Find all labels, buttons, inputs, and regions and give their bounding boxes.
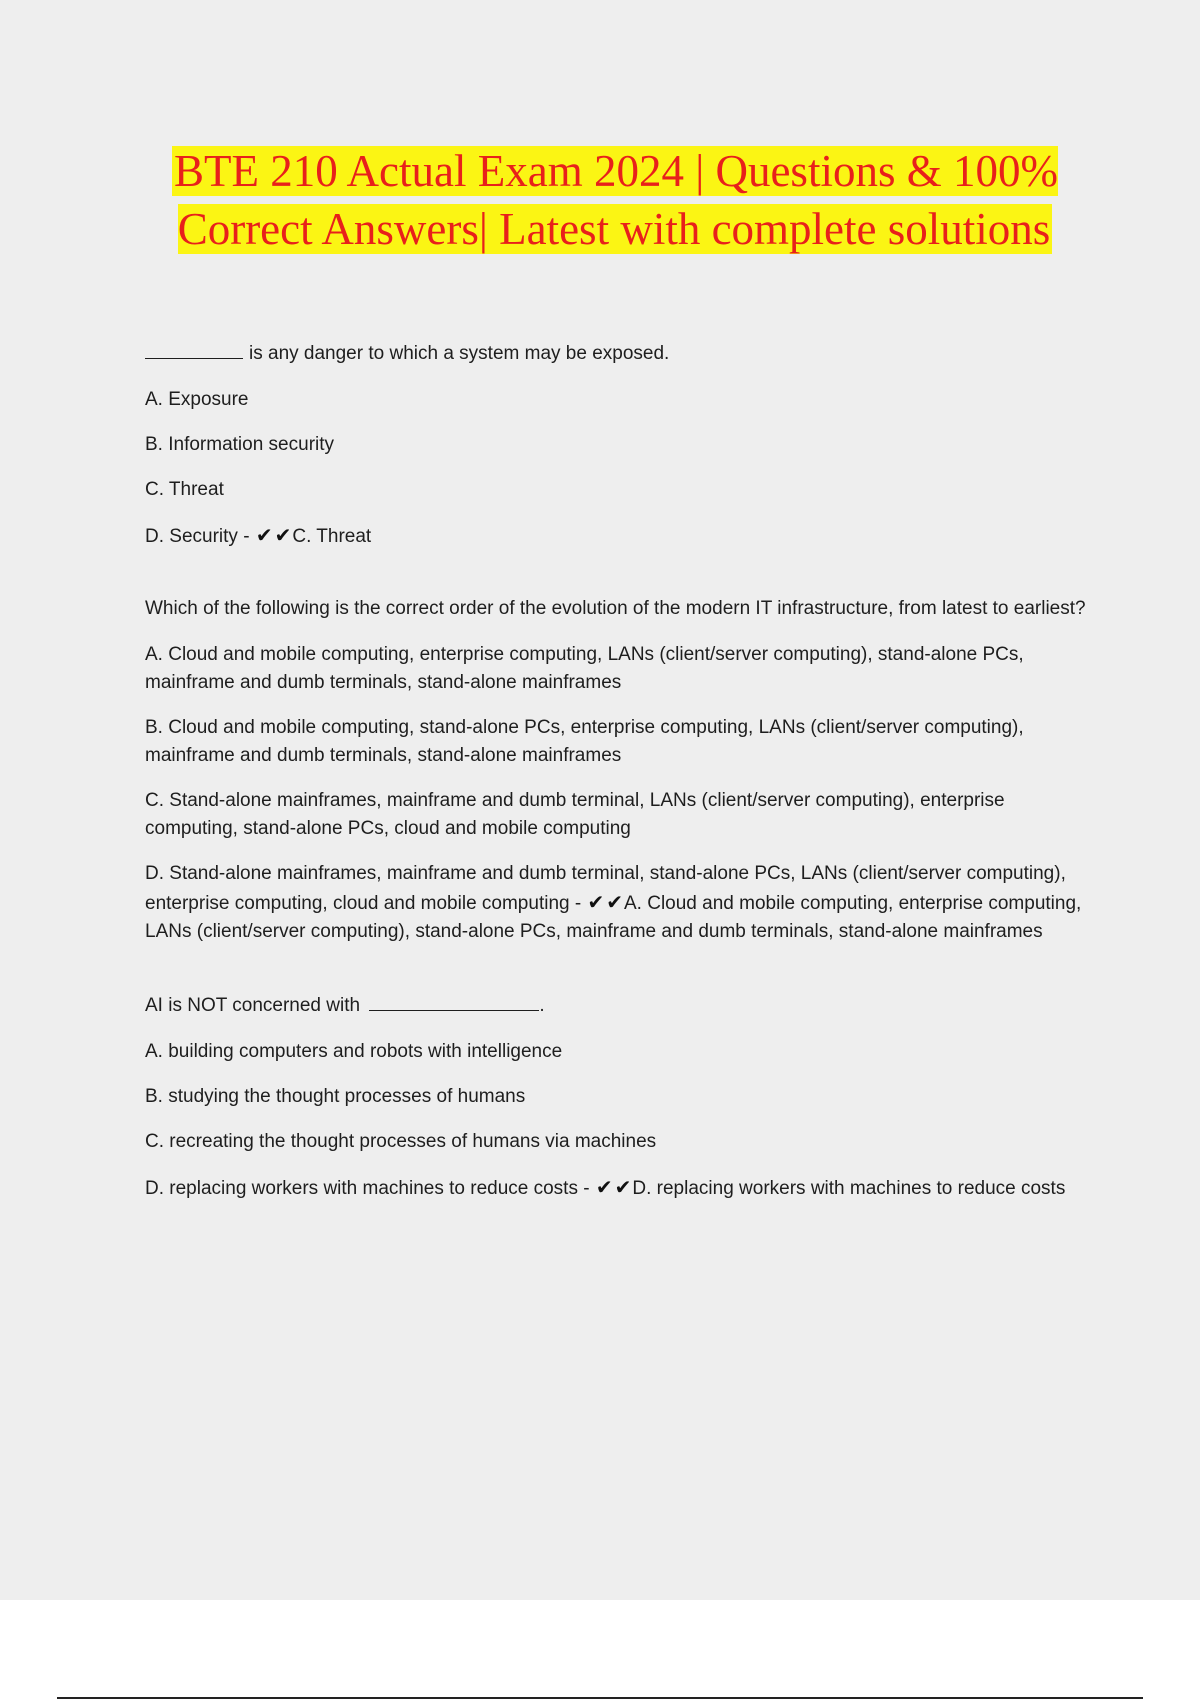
question-3-option-b: B. studying the thought processes of humans (145, 1086, 526, 1107)
question-2-option-b: B. Cloud and mobile computing, stand-alone PCs, enterprise computing, LANs (client/server computing), mainframe and dumb terminals, stand-alone mainframes (145, 717, 1024, 766)
question-1-stem-text: is any danger to which a system may be exposed. (249, 343, 670, 364)
question-2-option-a: A. Cloud and mobile computing, enterprise computing, LANs (client/server computing), stand-alone PCs, mainframe and dumb terminals, stand-alone mainframes (145, 644, 1024, 693)
check-mark-icon: ✔ (587, 890, 605, 914)
question-2-answer: A. Cloud and mobile computing, enterprise computing, LANs (client/server computing), stand-alone PCs, mainframe and dumb terminals, stand-alone mainframes (145, 893, 1082, 942)
check-mark-icon: ✔ (595, 1175, 613, 1199)
question-list (145, 340, 1095, 1203)
footer-divider (57, 1697, 1143, 1699)
question-3-option-a: A. building computers and robots with intelligence (145, 1041, 563, 1062)
question-3-stem-end: . (539, 995, 545, 1016)
question-3-option-d (145, 1173, 1095, 1203)
question-1-option-d-text: D. Security - (145, 526, 250, 547)
question-3 (145, 992, 1095, 1203)
check-mark-icon: ✔ (255, 523, 273, 547)
question-1-option-c: C. Threat (145, 479, 224, 500)
question-1-option-a: A. Exposure (145, 389, 249, 410)
question-3-answer: D. replacing workers with machines to reduce costs (632, 1178, 1066, 1199)
question-3-option-c: C. recreating the thought processes of humans via machines (145, 1131, 657, 1152)
question-2-option-d-text: D. Stand-alone mainframes, mainframe and dumb terminal, stand-alone PCs, LANs (client/server computing), enterprise computing, cloud and mobile computing - (145, 863, 1066, 914)
question-2-stem: Which of the following is the correct order of the evolution of the modern IT infrastructure, from latest to earliest? (145, 598, 1086, 619)
question-3-stem (145, 992, 1095, 1020)
question-1-answer: C. Threat (292, 526, 372, 547)
question-1-stem (145, 340, 1095, 368)
question-2-option-c: C. Stand-alone mainframes, mainframe and dumb terminal, LANs (client/server computing), enterprise computing, stand-alone PCs, cloud and mobile computing (145, 790, 1005, 839)
question-3-stem-text: AI is NOT concerned with (145, 995, 361, 1016)
question-1 (145, 340, 1095, 551)
document-title (130, 142, 1100, 258)
answer-blank (145, 340, 243, 359)
question-2-option-d (145, 860, 1095, 946)
question-1-option-b: B. Information security (145, 434, 335, 455)
check-mark-icon: ✔ (606, 890, 623, 914)
question-2 (145, 595, 1095, 946)
question-3-option-d-text: D. replacing workers with machines to reduce costs - (145, 1178, 590, 1199)
check-mark-icon: ✔ (614, 1175, 632, 1199)
question-1-option-d (145, 521, 1095, 551)
check-mark-icon: ✔ (274, 523, 292, 547)
answer-blank (369, 992, 539, 1011)
title-highlight: BTE 210 Actual Exam 2024 | Questions & 100% Correct Answers| Latest with complete solutions (174, 146, 1058, 254)
